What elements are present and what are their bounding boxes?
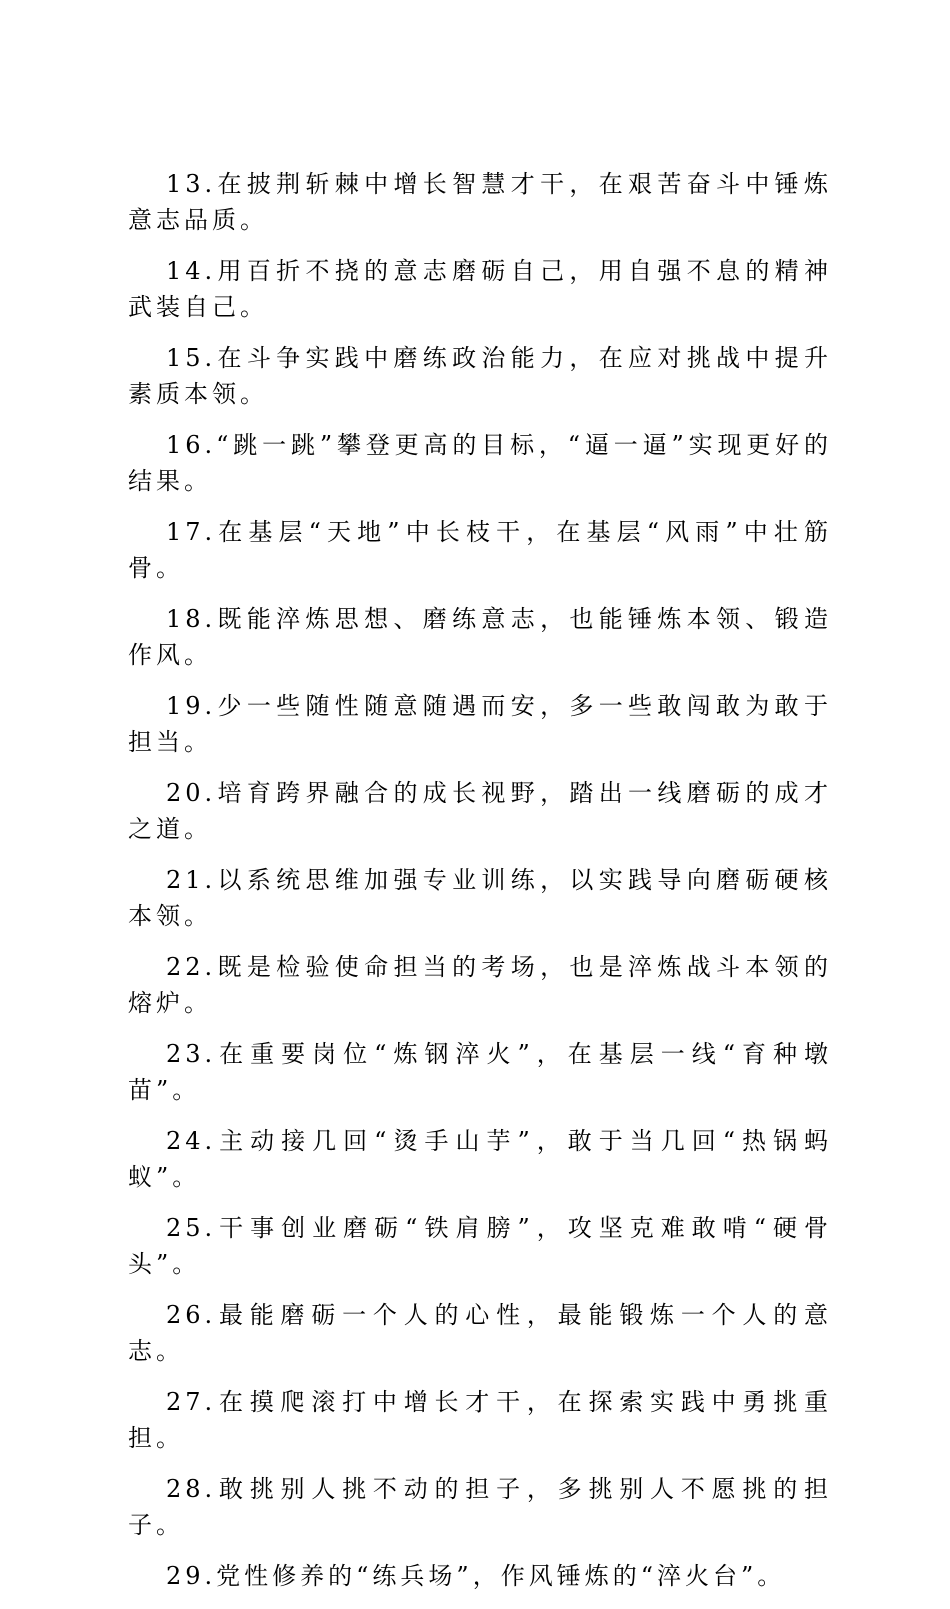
list-item-20: 20.培育跨界融合的成长视野，踏出一线磨砺的成才之道。 — [128, 779, 832, 843]
list-item-23: 23.在重要岗位“炼钢淬火”，在基层一线“育种墩苗”。 — [128, 1040, 832, 1104]
list-item-19: 19.少一些随性随意随遇而安，多一些敢闯敢为敢于担当。 — [128, 692, 832, 756]
list-item-27: 27.在摸爬滚打中增长才干，在探索实践中勇挑重担。 — [128, 1388, 832, 1452]
list-item-26: 26.最能磨砺一个人的心性，最能锻炼一个人的意志。 — [128, 1301, 832, 1365]
list-item-21: 21.以系统思维加强专业训练，以实践导向磨砺硬核本领。 — [128, 866, 832, 930]
document-body — [128, 166, 832, 1609]
list-item-28: 28.敢挑别人挑不动的担子，多挑别人不愿挑的担子。 — [128, 1475, 832, 1539]
list-item-25: 25.干事创业磨砺“铁肩膀”，攻坚克难敢啃“硬骨头”。 — [128, 1214, 832, 1278]
list-item-24: 24.主动接几回“烫手山芋”，敢于当几回“热锅蚂蚁”。 — [128, 1127, 832, 1191]
list-item-14: 14.用百折不挠的意志磨砺自己，用自强不息的精神武装自己。 — [128, 257, 832, 321]
list-item-15: 15.在斗争实践中磨练政治能力，在应对挑战中提升素质本领。 — [128, 344, 832, 408]
list-item-13: 13.在披荆斩棘中增长智慧才干，在艰苦奋斗中锤炼意志品质。 — [128, 170, 832, 234]
list-item-16: 16.“跳一跳”攀登更高的目标，“逼一逼”实现更好的结果。 — [128, 431, 832, 495]
list-item-17: 17.在基层“天地”中长枝干，在基层“风雨”中壮筋骨。 — [128, 518, 832, 582]
list-item-18: 18.既能淬炼思想、磨练意志，也能锤炼本领、锻造作风。 — [128, 605, 832, 669]
list-item-22: 22.既是检验使命担当的考场，也是淬炼战斗本领的熔炉。 — [128, 953, 832, 1017]
list-item-29: 29.党性修养的“练兵场”，作风锤炼的“淬火台”。 — [166, 1562, 786, 1590]
